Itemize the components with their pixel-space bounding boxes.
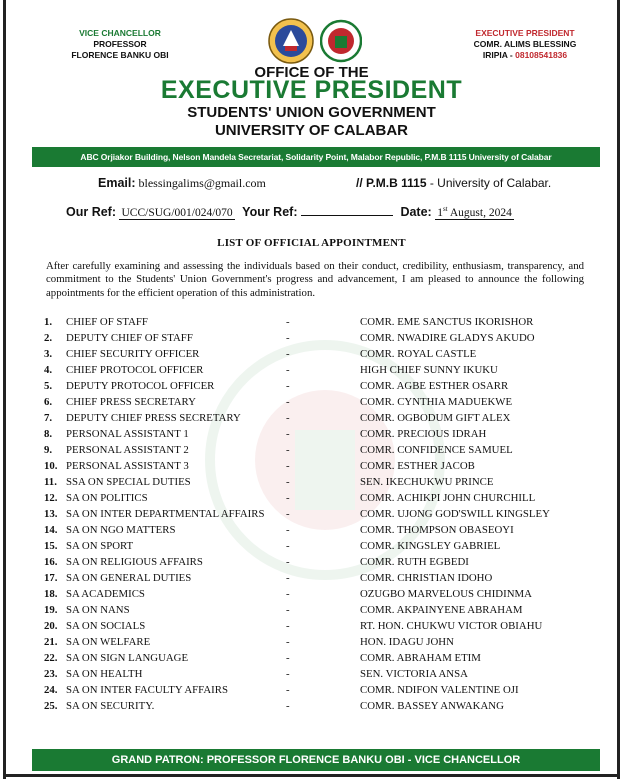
appointment-num: 14. (44, 524, 58, 536)
sug-title: STUDENTS' UNION GOVERNMENT (187, 104, 436, 121)
appointment-role: SA ON NANS (66, 604, 130, 616)
appointment-dash: - (286, 604, 290, 616)
office-of-label: OFFICE OF THE (254, 64, 369, 81)
list-item (44, 538, 604, 554)
appointment-dash: - (286, 620, 290, 632)
appointment-dash: - (286, 588, 290, 600)
email-value: blessingalims@gmail.com (138, 176, 266, 190)
list-item (44, 474, 604, 490)
email-line (98, 176, 266, 191)
executive-president-block (450, 28, 600, 61)
vc-title: VICE CHANCELLOR (79, 28, 161, 38)
appointment-num: 12. (44, 492, 58, 504)
appointment-dash: - (286, 412, 290, 424)
appointment-role: SA ON POLITICS (66, 492, 148, 504)
appointment-role: CHIEF OF STAFF (66, 316, 148, 328)
appointment-num: 4. (44, 364, 53, 376)
appointment-num: 22. (44, 652, 58, 664)
executive-president-title: EXECUTIVE PRESIDENT (160, 76, 463, 104)
sug-seal-icon (320, 18, 362, 64)
appointment-name: COMR. AKPAINYENE ABRAHAM (360, 604, 523, 616)
list-item (44, 698, 604, 714)
appointment-num: 1. (44, 316, 53, 328)
appointment-num: 23. (44, 668, 58, 680)
appointment-name: COMR. RUTH EGBEDI (360, 556, 469, 568)
list-item (44, 634, 604, 650)
your-ref-blank (301, 203, 393, 216)
appointment-role: CHIEF PRESS SECRETARY (66, 396, 196, 408)
appointment-dash: - (286, 396, 290, 408)
appointment-dash: - (286, 492, 290, 504)
pmb-line (356, 176, 551, 190)
footer-banner: GRAND PATRON: PROFESSOR FLORENCE BANKU OBI - VICE CHANCELLOR (32, 749, 600, 771)
appointment-num: 3. (44, 348, 53, 360)
appointment-role: PERSONAL ASSISTANT 3 (66, 460, 189, 472)
ep-surname: IRIPIA - (482, 50, 516, 60)
list-item (44, 586, 604, 602)
appointment-num: 10. (44, 460, 58, 472)
vc-rank: PROFESSOR (93, 39, 147, 49)
list-title: LIST OF OFFICIAL APPOINTMENT (217, 237, 406, 249)
appointment-role: SA ON SECURITY. (66, 700, 155, 712)
list-item (44, 666, 604, 682)
email-label: Email: (98, 176, 136, 190)
date-rest: August, 2024 (447, 207, 512, 219)
appointment-name: COMR. KINGSLEY GABRIEL (360, 540, 501, 552)
list-item (44, 362, 604, 378)
appointment-name: COMR. ESTHER JACOB (360, 460, 475, 472)
appointment-name: SEN. VICTORIA ANSA (360, 668, 468, 680)
appointment-name: COMR. CONFIDENCE SAMUEL (360, 444, 513, 456)
appointment-dash: - (286, 524, 290, 536)
appointment-name: COMR. ACHIKPI JOHN CHURCHILL (360, 492, 536, 504)
appointment-role: SA ON INTER DEPARTMENTAL AFFAIRS (66, 508, 265, 520)
appointment-num: 5. (44, 380, 53, 392)
appointment-dash: - (286, 348, 290, 360)
our-ref-label: Our Ref: (66, 205, 116, 219)
appointment-name: COMR. AGBE ESTHER OSARR (360, 380, 509, 392)
appointment-dash: - (286, 636, 290, 648)
appointment-dash: - (286, 316, 290, 328)
list-item (44, 570, 604, 586)
page-border-bottom (3, 774, 620, 777)
appointment-dash: - (286, 476, 290, 488)
appointment-num: 24. (44, 684, 58, 696)
appointment-dash: - (286, 332, 290, 344)
appointment-role: DEPUTY PROTOCOL OFFICER (66, 380, 215, 392)
appointment-role: CHIEF SECURITY OFFICER (66, 348, 200, 360)
university-title: UNIVERSITY OF CALABAR (214, 122, 409, 139)
ep-title: EXECUTIVE PRESIDENT (475, 28, 575, 38)
list-item (44, 490, 604, 506)
appointment-dash: - (286, 684, 290, 696)
appointment-num: 13. (44, 508, 58, 520)
appointment-role: SA ON GENERAL DUTIES (66, 572, 192, 584)
vice-chancellor-block (40, 28, 200, 61)
list-item (44, 522, 604, 538)
pmb-label: // P.M.B 1115 (356, 176, 427, 190)
appointment-name: COMR. UJONG GOD'SWILL KINGSLEY (360, 508, 550, 520)
appointment-num: 2. (44, 332, 53, 344)
appointment-num: 25. (44, 700, 58, 712)
date-day: 1 (437, 207, 443, 219)
appointment-role: SA ON SPORT (66, 540, 134, 552)
appointment-role: SA ON RELIGIOUS AFFAIRS (66, 556, 203, 568)
list-item (44, 314, 604, 330)
appointment-name: COMR. BASSEY ANWAKANG (360, 700, 504, 712)
appointment-role: PERSONAL ASSISTANT 2 (66, 444, 189, 456)
appointment-num: 7. (44, 412, 53, 424)
vc-name: FLORENCE BANKU OBI (71, 50, 169, 60)
appointment-role: SA ON SOCIALS (66, 620, 146, 632)
appointment-dash: - (286, 364, 290, 376)
list-item (44, 426, 604, 442)
appointment-dash: - (286, 700, 290, 712)
list-item (44, 458, 604, 474)
date-suffix: st (442, 205, 448, 214)
list-item (44, 410, 604, 426)
appointment-dash: - (286, 428, 290, 440)
list-item (44, 506, 604, 522)
appointment-num: 19. (44, 604, 58, 616)
list-item (44, 602, 604, 618)
appointment-name: COMR. CHRISTIAN IDOHO (360, 572, 493, 584)
appointment-num: 16. (44, 556, 58, 568)
your-ref-label: Your Ref: (242, 205, 298, 219)
appointment-dash: - (286, 444, 290, 456)
appointment-name: COMR. NDIFON VALENTINE OJI (360, 684, 519, 696)
list-item (44, 378, 604, 394)
appointment-name: HIGH CHIEF SUNNY IKUKU (360, 364, 498, 376)
pmb-value: - University of Calabar. (426, 176, 552, 190)
appointment-role: SA ON INTER FACULTY AFFAIRS (66, 684, 228, 696)
appointment-role: DEPUTY CHIEF OF STAFF (66, 332, 193, 344)
appointment-dash: - (286, 556, 290, 568)
appointment-role: SSA ON SPECIAL DUTIES (66, 476, 191, 488)
appointment-num: 15. (44, 540, 58, 552)
appointment-name: COMR. OGBODUM GIFT ALEX (360, 412, 511, 424)
appointment-name: RT. HON. CHUKWU VICTOR OBIAHU (360, 620, 543, 632)
appointment-role: DEPUTY CHIEF PRESS SECRETARY (66, 412, 241, 424)
appointment-name: COMR. PRECIOUS IDRAH (360, 428, 487, 440)
intro-paragraph: After carefully examining and assessing the individuals based on their conduct, credibility, enthusiasm, transparency, and commitment to the Students' Union Government's progress and advancement, I am pleased to announce the following appointments for the efficient operation of this administration. (46, 260, 584, 299)
appointment-num: 11. (44, 476, 57, 488)
university-crest-icon (268, 18, 314, 64)
our-ref-value: UCC/SUG/001/024/070 (121, 207, 233, 219)
appointment-role: CHIEF PROTOCOL OFFICER (66, 364, 204, 376)
list-item (44, 346, 604, 362)
list-item (44, 618, 604, 634)
list-item (44, 394, 604, 410)
appointment-name: COMR. EME SANCTUS IKORISHOR (360, 316, 534, 328)
appointment-num: 9. (44, 444, 53, 456)
date-label: Date: (400, 205, 432, 219)
appointment-num: 6. (44, 396, 53, 408)
appointment-num: 20. (44, 620, 58, 632)
appointment-num: 17. (44, 572, 58, 584)
appointment-role: SA ON NGO MATTERS (66, 524, 176, 536)
appointment-dash: - (286, 460, 290, 472)
appointment-name: COMR. NWADIRE GLADYS AKUDO (360, 332, 535, 344)
appointment-num: 8. (44, 428, 53, 440)
appointment-name: OZUGBO MARVELOUS CHIDINMA (360, 588, 532, 600)
appointment-dash: - (286, 508, 290, 520)
appointment-num: 18. (44, 588, 58, 600)
appointment-name: COMR. THOMPSON OBASEOYI (360, 524, 514, 536)
appointment-role: SA ON HEALTH (66, 668, 143, 680)
appointment-dash: - (286, 572, 290, 584)
appointment-dash: - (286, 540, 290, 552)
appointment-name: COMR. CYNTHIA MADUEKWE (360, 396, 513, 408)
list-item (44, 442, 604, 458)
appointment-role: SA ON SIGN LANGUAGE (66, 652, 189, 664)
list-item (44, 330, 604, 346)
appointment-name: HON. IDAGU JOHN (360, 636, 454, 648)
appointment-name: COMR. ROYAL CASTLE (360, 348, 477, 360)
appointment-name: SEN. IKECHUKWU PRINCE (360, 476, 494, 488)
appointment-dash: - (286, 380, 290, 392)
appointment-role: SA ON WELFARE (66, 636, 151, 648)
reference-line (66, 203, 566, 220)
list-item (44, 650, 604, 666)
appointment-name: COMR. ABRAHAM ETIM (360, 652, 481, 664)
appointment-dash: - (286, 668, 290, 680)
list-item (44, 682, 604, 698)
appointment-num: 21. (44, 636, 58, 648)
appointment-dash: - (286, 652, 290, 664)
ep-phone: 08108541836 (515, 50, 568, 60)
date-value (435, 205, 514, 220)
ep-name: COMR. ALIMS BLESSING (473, 39, 577, 49)
address-banner: ABC Orjiakor Building, Nelson Mandela Secretariat, Solidarity Point, Malabor Republic, P.M.B 1115 University of Calabar (32, 147, 600, 167)
appointment-role: PERSONAL ASSISTANT 1 (66, 428, 189, 440)
appointment-role: SA ACADEMICS (66, 588, 145, 600)
list-item (44, 554, 604, 570)
